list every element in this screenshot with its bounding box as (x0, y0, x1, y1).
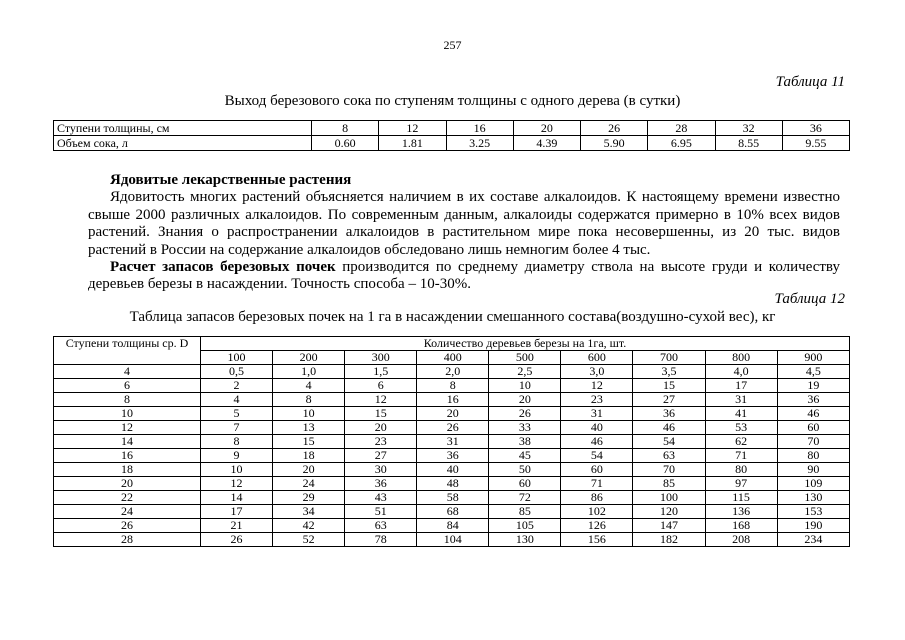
table12-cell: 8 (273, 393, 345, 407)
table12-row (54, 463, 850, 477)
table12-cell: 23 (561, 393, 633, 407)
table11 (53, 120, 850, 151)
table12-cell: 60 (561, 463, 633, 477)
table12-row (54, 393, 850, 407)
table12-cell: 19 (777, 379, 849, 393)
table12-cell: 3,0 (561, 365, 633, 379)
table12-cell: 34 (273, 505, 345, 519)
table12-cell: 115 (705, 491, 777, 505)
table12-cell: 80 (705, 463, 777, 477)
table12-cell: 80 (777, 449, 849, 463)
table12-cell: 20 (345, 421, 417, 435)
table12-cell: 8 (201, 435, 273, 449)
table12-cell: 40 (417, 463, 489, 477)
text-block (88, 172, 840, 294)
table12-cell: 54 (633, 435, 705, 449)
table12-cell: 60 (489, 477, 561, 491)
table11-cell: 36 (782, 121, 849, 136)
table12-cell: 10 (273, 407, 345, 421)
table11-cell: 0.60 (312, 136, 379, 151)
paragraph-buds-bold: Расчет запасов березовых почек (110, 259, 336, 276)
table12-cell: 31 (705, 393, 777, 407)
table12-cell: 10 (201, 463, 273, 477)
table12-cell: 109 (777, 477, 849, 491)
table12-column-header: 900 (777, 351, 849, 365)
table12-cell: 27 (633, 393, 705, 407)
section-heading: Ядовитые лекарственные растения (110, 172, 352, 188)
table12-cell: 15 (633, 379, 705, 393)
table12-cell: 7 (201, 421, 273, 435)
table12-cell: 2 (201, 379, 273, 393)
page-number: 257 (443, 38, 462, 52)
table12-row (54, 533, 850, 547)
table12-cell: 17 (201, 505, 273, 519)
table12-cell: 130 (777, 491, 849, 505)
table11-cell: 6.95 (648, 136, 715, 151)
table12-cell: 78 (345, 533, 417, 547)
table11-row (54, 121, 850, 136)
table12-row (54, 365, 850, 379)
paragraph-buds-text: производится по среднему диаметру ствола на высоте груди и количеству деревьев березы в насаждении. Точность способа – 10-30%. (88, 259, 841, 293)
table12-cell: 90 (777, 463, 849, 477)
table11-cell: 28 (648, 121, 715, 136)
table12-column-header: 100 (201, 351, 273, 365)
table12-cell: 50 (489, 463, 561, 477)
table12-cell: 36 (417, 449, 489, 463)
table12-cell: 43 (345, 491, 417, 505)
table12-cell: 46 (633, 421, 705, 435)
table12-cell: 70 (633, 463, 705, 477)
table12-cell: 147 (633, 519, 705, 533)
table12-column-header: 800 (705, 351, 777, 365)
table12-cell: 6 (345, 379, 417, 393)
table12-cell: 104 (417, 533, 489, 547)
table12-cell: 234 (777, 533, 849, 547)
table12-cell: 12 (561, 379, 633, 393)
table12-cell: 85 (633, 477, 705, 491)
table11-cell: 16 (446, 121, 513, 136)
table12-cell: 8 (417, 379, 489, 393)
table12-column-header: 400 (417, 351, 489, 365)
table12-diameter-cell: 26 (54, 519, 201, 533)
table11-title: Выход березового сока по ступеням толщины с одного дерева (в сутки) (224, 93, 681, 109)
table12-cell: 30 (345, 463, 417, 477)
table12-row (54, 407, 850, 421)
table12-diameter-cell: 14 (54, 435, 201, 449)
table12-cell: 120 (633, 505, 705, 519)
table12-cell: 100 (633, 491, 705, 505)
table12-cell: 71 (705, 449, 777, 463)
table12-cell: 14 (201, 491, 273, 505)
table12-cell: 85 (489, 505, 561, 519)
table12-cell: 27 (345, 449, 417, 463)
table12-cell: 71 (561, 477, 633, 491)
table12-cell: 4 (201, 393, 273, 407)
table12-cell: 26 (417, 421, 489, 435)
table12-cell: 84 (417, 519, 489, 533)
table12-cell: 9 (201, 449, 273, 463)
table12-cell: 5 (201, 407, 273, 421)
table12-row (54, 449, 850, 463)
table12-cell: 153 (777, 505, 849, 519)
table12-cell: 136 (705, 505, 777, 519)
table12-cell: 36 (633, 407, 705, 421)
table12-cell: 31 (417, 435, 489, 449)
table12-diameter-cell: 6 (54, 379, 201, 393)
table12-cell: 36 (345, 477, 417, 491)
table12-cell: 4 (273, 379, 345, 393)
table12 (53, 336, 850, 547)
table12-cell: 1,0 (273, 365, 345, 379)
table12-cell: 168 (705, 519, 777, 533)
table12-row (54, 505, 850, 519)
table12-cell: 68 (417, 505, 489, 519)
table11-cell: 5.90 (581, 136, 648, 151)
table12-cell: 156 (561, 533, 633, 547)
table12-cell: 46 (777, 407, 849, 421)
table12-cell: 29 (273, 491, 345, 505)
table11-row-header: Ступени толщины, см (54, 121, 312, 136)
paragraph-alkaloids: Ядовитость многих растений объясняется наличием в их составе алкалоидов. К настоящему времени известно свыше 2000 различных алкалоидов. По современным данным, алкалоиды содержатся примерно в 10% всех видов растений. Знания о распространении алкалоидов в растительном мире пока несовершенны, из 20 тыс. видов растений в России на содержание алкалоидов обследовано лишь немногим более 4 тыс. (88, 189, 840, 258)
table12-column-header: 300 (345, 351, 417, 365)
table12-cell: 31 (561, 407, 633, 421)
table12-cell: 16 (417, 393, 489, 407)
table12-row (54, 421, 850, 435)
table12-group-header: Количество деревьев березы на 1га, шт. (201, 337, 850, 351)
table11-cell: 3.25 (446, 136, 513, 151)
table12-cell: 54 (561, 449, 633, 463)
table12-cell: 70 (777, 435, 849, 449)
table12-cell: 26 (489, 407, 561, 421)
table12-cell: 1,5 (345, 365, 417, 379)
table12-cell: 20 (489, 393, 561, 407)
table11-cell: 8 (312, 121, 379, 136)
table11-cell: 1.81 (379, 136, 446, 151)
table12-cell: 60 (777, 421, 849, 435)
table11-cell: 4.39 (513, 136, 580, 151)
table12-cell: 62 (705, 435, 777, 449)
table12-row (54, 491, 850, 505)
table12-column-header: 600 (561, 351, 633, 365)
table12-diameter-cell: 8 (54, 393, 201, 407)
table12-cell: 33 (489, 421, 561, 435)
table11-cell: 9.55 (782, 136, 849, 151)
table11-cell: 12 (379, 121, 446, 136)
table11-row-header: Объем сока, л (54, 136, 312, 151)
table12-cell: 17 (705, 379, 777, 393)
table12-cell: 18 (273, 449, 345, 463)
table12-diameter-cell: 20 (54, 477, 201, 491)
table12-cell: 63 (345, 519, 417, 533)
table12-cell: 40 (561, 421, 633, 435)
table12-cell: 15 (345, 407, 417, 421)
table12-cell: 51 (345, 505, 417, 519)
table12-cell: 126 (561, 519, 633, 533)
table12-cell: 12 (345, 393, 417, 407)
table12-cell: 208 (705, 533, 777, 547)
table12-cell: 130 (489, 533, 561, 547)
table12-title: Таблица запасов березовых почек на 1 га в насаждении смешанного состава(воздушно-сухой вес), кг (129, 309, 776, 325)
paragraph-buds (88, 259, 840, 294)
table12-cell: 4,0 (705, 365, 777, 379)
table12-cell: 13 (273, 421, 345, 435)
table12-cell: 52 (273, 533, 345, 547)
table12-diameter-cell: 28 (54, 533, 201, 547)
table12-cell: 45 (489, 449, 561, 463)
table12-cell: 21 (201, 519, 273, 533)
table11-cell: 20 (513, 121, 580, 136)
table12-column-header: 500 (489, 351, 561, 365)
table12-cell: 48 (417, 477, 489, 491)
table12-cell: 58 (417, 491, 489, 505)
table12-cell: 190 (777, 519, 849, 533)
table12-cell: 2,5 (489, 365, 561, 379)
table12-cell: 24 (273, 477, 345, 491)
table12-cell: 46 (561, 435, 633, 449)
table11-label: Таблица 11 (775, 74, 845, 90)
table12-label: Таблица 12 (774, 291, 845, 307)
table12-column-header: 200 (273, 351, 345, 365)
table12-header-row (54, 337, 850, 351)
table12-row (54, 477, 850, 491)
table11-cell: 8.55 (715, 136, 782, 151)
table12-cell: 20 (417, 407, 489, 421)
table12-column-header: 700 (633, 351, 705, 365)
table11-cell: 26 (581, 121, 648, 136)
table12-cell: 102 (561, 505, 633, 519)
table12-cell: 10 (489, 379, 561, 393)
table12-cell: 4,5 (777, 365, 849, 379)
table12-corner-header: Ступени толщины ср. D (54, 337, 201, 365)
table12-cell: 20 (273, 463, 345, 477)
table12-cell: 12 (201, 477, 273, 491)
table12-diameter-cell: 18 (54, 463, 201, 477)
table12-diameter-cell: 24 (54, 505, 201, 519)
table12-cell: 105 (489, 519, 561, 533)
table12-cell: 182 (633, 533, 705, 547)
table12-cell: 41 (705, 407, 777, 421)
table12-diameter-cell: 16 (54, 449, 201, 463)
table12-cell: 63 (633, 449, 705, 463)
table12-row (54, 379, 850, 393)
table12-cell: 42 (273, 519, 345, 533)
table12-cell: 38 (489, 435, 561, 449)
table12-cell: 53 (705, 421, 777, 435)
table12-cell: 97 (705, 477, 777, 491)
table11-row (54, 136, 850, 151)
table12-diameter-cell: 4 (54, 365, 201, 379)
table12-diameter-cell: 10 (54, 407, 201, 421)
table12-cell: 2,0 (417, 365, 489, 379)
table12-cell: 36 (777, 393, 849, 407)
table12-cell: 72 (489, 491, 561, 505)
table11-cell: 32 (715, 121, 782, 136)
table12-cell: 0,5 (201, 365, 273, 379)
table12-cell: 15 (273, 435, 345, 449)
table12-cell: 26 (201, 533, 273, 547)
table12-row (54, 519, 850, 533)
table12-diameter-cell: 12 (54, 421, 201, 435)
table12-cell: 23 (345, 435, 417, 449)
table12-row (54, 435, 850, 449)
table12-cell: 3,5 (633, 365, 705, 379)
table12-diameter-cell: 22 (54, 491, 201, 505)
table12-cell: 86 (561, 491, 633, 505)
